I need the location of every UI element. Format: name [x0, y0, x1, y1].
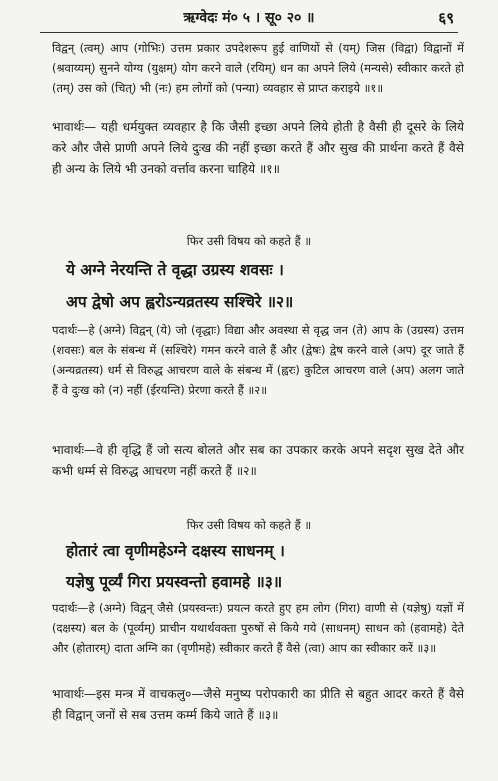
mantra-line-1a: ये अग्ने नेरयन्ति ते वृद्धा उग्रस्य शवसः ।	[66, 260, 284, 279]
section-heading-2: फिर उसी विषय को कहते हैं ॥	[186, 518, 312, 532]
bhavartha-paragraph-1: भावार्थः— यही धर्मयुक्त व्यवहार है कि जैसी इच्छा अपने लिये होती है वैसी ही दूसरे के लिये करे और जैसे प्राणी अपने लिये दुःख की नहीं इच्छा करते हैं और सुख की प्रार्थना करते हैं वैसे ही अन्य के लिये भी उनको वर्त्ताव करना चाहिये ॥१॥	[52, 120, 464, 176]
header-rule	[40, 32, 458, 33]
bhavartha-paragraph-2: भावार्थः—वे ही वृद्धि हैं जो सत्य बोलते और सब का उपकार करके अपने सदृश सुख देते और कभी धर्म्म से विरुद्ध आचरण नहीं करते हैं ॥२॥	[52, 443, 464, 478]
bhavartha-paragraph-3: भावार्थः—इस मन्त्र में वाचकलु०—जैसे मनुष्य परोपकारी का प्रीति से बहुत आदर करते हैं वैसे ही विद्वान् जनों से सब उत्तम कर्म्म किये जाते हैं ॥३॥	[52, 687, 464, 722]
page-number: ६९	[438, 9, 454, 27]
padartha-paragraph-3: पदार्थः—हे (अग्ने) विद्वन् जैसे (प्रयस्वन्तः) प्रयत्न करते हुए हम लोग (गिरा) वाणी से (यज्ञेषु) यज्ञों में (दक्षस्य) बल के (पूर्व्यम्) प्राचीन यथार्थवक्ता पुरुषों से किये गये (साधनम्) साधन को (हवामहे) देते और (होतारम्) दाता अग्नि का (वृणीमहे) स्वीकार करते हैं वैसे (त्वा) आप का स्वीकार करें ॥३॥	[52, 601, 464, 655]
running-header	[0, 6, 498, 32]
mantra-line-2a: होतारं त्वा वृणीमहेऽग्ने दक्षस्य साधनम् ।	[66, 541, 285, 560]
mantra-line-1b: अप द्वेषो अप ह्वरोऽन्यव्रतस्य सश्चिरे ॥२॥	[66, 292, 294, 311]
padartha-paragraph-1: विद्वन् (त्वम्) आप (गोभिः) उत्तम प्रकार उपदेशरूप हुई वाणियों से (यम्) जिस (विद्वा) विद्वानों में (श्रवाय्यम्) सुनने योग्य (युक्षम्) योग करने वाले (रयिम्) धन का अपने लिये (मन्यसे) स्वीकार करते हो (तम्) उस को (चित्) भी (नः) हम लोगों को (पन्या) व्यवहार से प्राप्त कराइये ॥१॥	[52, 41, 464, 95]
padartha-paragraph-2: पदार्थः—हे (अग्ने) विद्वन् (ये) जो (वृद्धाः) विद्या और अवस्था से वृद्ध जन (ते) आप के (उग्रस्य) उत्तम (शवसः) बल के संबन्ध में (सश्चिरे) गमन करने वाले हैं और (द्वेषः) द्वेष करने वाले (अप) दूर जाते हैं (अन्यव्रतस्य) धर्म से विरुद्ध आचरण वाले के संबन्ध में (ह्वरः) कुटिल आचरण वाले (अप) अलग जाते हैं वे दुःख को (न) नहीं (ईरयन्ति) प्रेरणा करते हैं ॥२॥	[52, 323, 464, 397]
section-heading-1: फिर उसी विषय को कहते हैं ॥	[186, 234, 312, 248]
running-title: ऋग्वेदः मं० ५ । सू० २० ॥	[183, 10, 315, 26]
mantra-line-2b: यज्ञेषु पूर्व्यं गिरा प्रयस्वन्तो हवामहे ॥३॥	[66, 572, 283, 591]
